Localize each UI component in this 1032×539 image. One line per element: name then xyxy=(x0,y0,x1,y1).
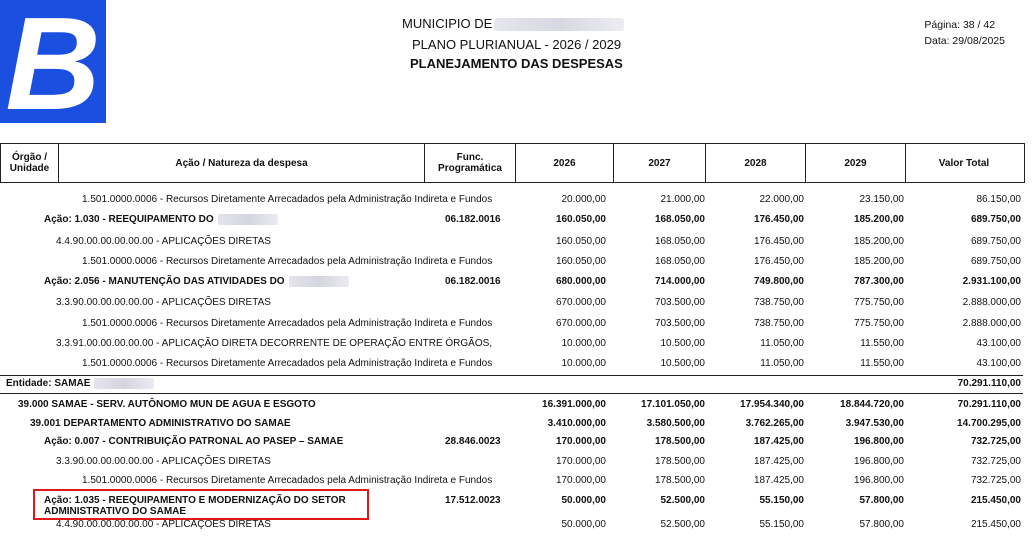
value-2029: 185.200,00 xyxy=(853,214,904,225)
redacted-text xyxy=(218,214,278,225)
row-description: 3.3.90.00.00.00.00.00 - APLICAÇÕES DIRETAS xyxy=(56,456,271,467)
table-row xyxy=(0,276,1023,296)
table-row xyxy=(0,399,1023,419)
value-2029: 787.300,00 xyxy=(853,276,904,287)
row-description: 1.501.0000.0006 - Recursos Diretamente Arrecadados pela Administração Indireta e Fundos xyxy=(82,358,493,369)
row-description: 4.4.90.00.00.00.00.00 - APLICAÇÕES DIRETAS xyxy=(56,236,271,247)
value-total: 70.291.110,00 xyxy=(957,378,1021,389)
row-description: Ação: 2.056 - MANUTENÇÃO DAS ATIVIDADES DO xyxy=(44,276,349,287)
table-row xyxy=(0,297,1023,317)
table-header xyxy=(0,143,1025,183)
value-2026: 670.000,00 xyxy=(555,318,606,329)
col-func: Func. Programática xyxy=(425,144,516,182)
value-2027: 52.500,00 xyxy=(660,519,705,530)
value-2026: 10.000,00 xyxy=(561,338,606,349)
value-2028: 17.954.340,00 xyxy=(740,399,804,410)
value-2029: 11.550,00 xyxy=(860,338,904,349)
value-2027: 10.500,00 xyxy=(660,358,705,369)
value-2027: 168.050,00 xyxy=(654,236,705,247)
value-2027: 703.500,00 xyxy=(654,318,705,329)
func-programatica: 06.182.0016 xyxy=(445,214,501,225)
value-total: 43.100,00 xyxy=(976,358,1021,369)
value-2026: 680.000,00 xyxy=(555,276,606,287)
divider xyxy=(0,393,1023,394)
highlight-box xyxy=(33,489,369,520)
value-total: 732.725,00 xyxy=(970,456,1021,467)
value-2027: 178.500,00 xyxy=(654,456,705,467)
divider xyxy=(0,375,1023,376)
table-row xyxy=(0,338,1023,358)
value-2028: 55.150,00 xyxy=(759,519,804,530)
value-2029: 18.844.720,00 xyxy=(840,399,904,410)
table-row xyxy=(0,236,1023,256)
value-2026: 160.050,00 xyxy=(555,256,606,267)
value-2028: 22.000,00 xyxy=(759,194,804,205)
table-row xyxy=(0,214,1023,234)
value-2028: 749.800,00 xyxy=(753,276,804,287)
value-total: 689.750,00 xyxy=(970,236,1021,247)
value-2027: 3.580.500,00 xyxy=(646,418,705,429)
row-description: 1.501.0000.0006 - Recursos Diretamente Arrecadados pela Administração Indireta e Fundos xyxy=(82,194,493,205)
value-2027: 10.500,00 xyxy=(660,338,705,349)
value-total: 14.700.295,00 xyxy=(957,418,1021,429)
value-2026: 50.000,00 xyxy=(561,495,606,506)
value-total: 732.725,00 xyxy=(970,475,1021,486)
value-2028: 187.425,00 xyxy=(753,436,804,447)
row-description: 4.4.90.00.00.00.00.00 - APLICAÇÕES DIRETAS xyxy=(56,519,271,530)
value-2027: 52.500,00 xyxy=(660,495,705,506)
row-description: 3.3.91.00.00.00.00.00 - APLICAÇÃO DIRETA DECORRENTE DE OPERAÇÃO ENTRE ÓRGÃOS, xyxy=(56,338,493,349)
value-total: 86.150,00 xyxy=(976,194,1021,205)
table-row xyxy=(0,456,1023,476)
value-2026: 670.000,00 xyxy=(555,297,606,308)
value-2028: 738.750,00 xyxy=(753,297,804,308)
func-programatica: 28.846.0023 xyxy=(445,436,501,447)
value-2026: 170.000,00 xyxy=(555,475,606,486)
planejamento-title: PLANEJAMENTO DAS DESPESAS xyxy=(410,56,623,71)
col-2029: 2029 xyxy=(806,144,906,182)
brand-logo-letter: B xyxy=(5,0,101,123)
page-number: Página: 38 / 42 xyxy=(924,19,996,31)
value-2027: 178.500,00 xyxy=(654,475,705,486)
report-date: Data: 29/08/2025 xyxy=(924,35,1005,47)
row-description: 1.501.0000.0006 - Recursos Diretamente Arrecadados pela Administração Indireta e Fundos xyxy=(82,318,493,329)
row-description: 1.501.0000.0006 - Recursos Diretamente Arrecadados pela Administração Indireta e Fundos xyxy=(82,256,493,267)
value-total: 43.100,00 xyxy=(976,338,1021,349)
value-2026: 20.000,00 xyxy=(561,194,606,205)
value-2029: 185.200,00 xyxy=(853,256,904,267)
value-total: 689.750,00 xyxy=(970,256,1021,267)
redacted-text xyxy=(289,276,349,287)
value-2026: 10.000,00 xyxy=(561,358,606,369)
value-2028: 187.425,00 xyxy=(753,456,804,467)
row-description: 1.501.0000.0006 - Recursos Diretamente Arrecadados pela Administração Indireta e Fundos xyxy=(82,475,493,486)
value-2028: 738.750,00 xyxy=(753,318,804,329)
value-total: 2.931.100,00 xyxy=(962,276,1021,287)
row-description: 3.3.90.00.00.00.00.00 - APLICAÇÕES DIRETAS xyxy=(56,297,271,308)
row-description-continued: ADMINISTRATIVO DO SAMAE xyxy=(44,506,187,517)
value-2029: 23.150,00 xyxy=(859,194,904,205)
table-row xyxy=(0,318,1023,338)
func-programatica: 17.512.0023 xyxy=(445,495,501,506)
value-2029: 775.750,00 xyxy=(853,318,904,329)
value-2028: 3.762.265,00 xyxy=(745,418,804,429)
value-2029: 196.800,00 xyxy=(853,436,904,447)
value-total: 215.450,00 xyxy=(970,495,1021,506)
table-row xyxy=(0,418,1023,438)
value-total: 215.450,00 xyxy=(970,519,1021,530)
plano-title: PLANO PLURIANUAL - 2026 / 2029 xyxy=(412,37,622,52)
value-2027: 714.000,00 xyxy=(654,276,705,287)
value-2027: 168.050,00 xyxy=(654,214,705,225)
value-2027: 178.500,00 xyxy=(654,436,705,447)
value-2029: 57.800,00 xyxy=(859,495,904,506)
col-total: Valor Total xyxy=(938,157,990,169)
municipio-label: MUNICIPIO DE xyxy=(402,16,493,31)
row-description: Entidade: SAMAE xyxy=(6,378,154,389)
table-row xyxy=(0,436,1023,456)
col-2027: 2027 xyxy=(614,144,706,182)
value-2027: 703.500,00 xyxy=(654,297,705,308)
value-2029: 196.800,00 xyxy=(853,456,904,467)
value-2027: 168.050,00 xyxy=(654,256,705,267)
value-2028: 187.425,00 xyxy=(753,475,804,486)
value-2028: 176.450,00 xyxy=(753,214,804,225)
value-2029: 11.550,00 xyxy=(860,358,904,369)
row-description: 39.001 DEPARTAMENTO ADMINISTRATIVO DO SAMAE xyxy=(30,418,291,429)
value-2029: 185.200,00 xyxy=(853,236,904,247)
value-2026: 16.391.000,00 xyxy=(542,399,606,410)
value-total: 689.750,00 xyxy=(970,214,1021,225)
value-2029: 775.750,00 xyxy=(853,297,904,308)
value-2027: 17.101.050,00 xyxy=(641,399,705,410)
value-2028: 11.050,00 xyxy=(760,338,804,349)
page-meta xyxy=(924,17,1005,49)
col-orgao: Órgão / Unidade xyxy=(1,144,59,182)
col-2028: 2028 xyxy=(706,144,806,182)
col-2026: 2026 xyxy=(516,144,614,182)
value-total: 2.888.000,00 xyxy=(962,297,1021,308)
redacted-name xyxy=(494,18,624,31)
value-2026: 160.050,00 xyxy=(555,214,606,225)
value-total: 732.725,00 xyxy=(970,436,1021,447)
redacted-text xyxy=(94,378,154,389)
value-2029: 196.800,00 xyxy=(853,475,904,486)
row-description: Ação: 1.035 - REEQUIPAMENTO E MODERNIZAÇÃO DO SETOR xyxy=(44,495,346,506)
value-2029: 57.800,00 xyxy=(859,519,904,530)
row-description: 39.000 SAMAE - SERV. AUTÔNOMO MUN DE AGUA E ESGOTO xyxy=(18,399,316,410)
col-acao: Ação / Natureza da despesa xyxy=(59,144,425,182)
value-2026: 3.410.000,00 xyxy=(547,418,606,429)
value-2029: 3.947.530,00 xyxy=(845,418,904,429)
brand-logo xyxy=(0,0,106,123)
value-total: 2.888.000,00 xyxy=(962,318,1021,329)
table-row xyxy=(0,256,1023,276)
value-2027: 21.000,00 xyxy=(660,194,705,205)
table-row xyxy=(0,378,1023,398)
value-2028: 11.050,00 xyxy=(760,358,804,369)
table-row xyxy=(0,194,1023,214)
value-2026: 50.000,00 xyxy=(561,519,606,530)
value-2026: 170.000,00 xyxy=(555,436,606,447)
row-description: Ação: 1.030 - REEQUIPAMENTO DO xyxy=(44,214,278,225)
value-2026: 170.000,00 xyxy=(555,456,606,467)
value-2028: 176.450,00 xyxy=(753,236,804,247)
row-description: Ação: 0.007 - CONTRIBUIÇÃO PATRONAL AO PASEP – SAMAE xyxy=(44,436,344,447)
table-row xyxy=(0,519,1023,539)
value-2028: 176.450,00 xyxy=(753,256,804,267)
value-2026: 160.050,00 xyxy=(555,236,606,247)
func-programatica: 06.182.0016 xyxy=(445,276,501,287)
value-2028: 55.150,00 xyxy=(759,495,804,506)
value-total: 70.291.110,00 xyxy=(957,399,1021,410)
